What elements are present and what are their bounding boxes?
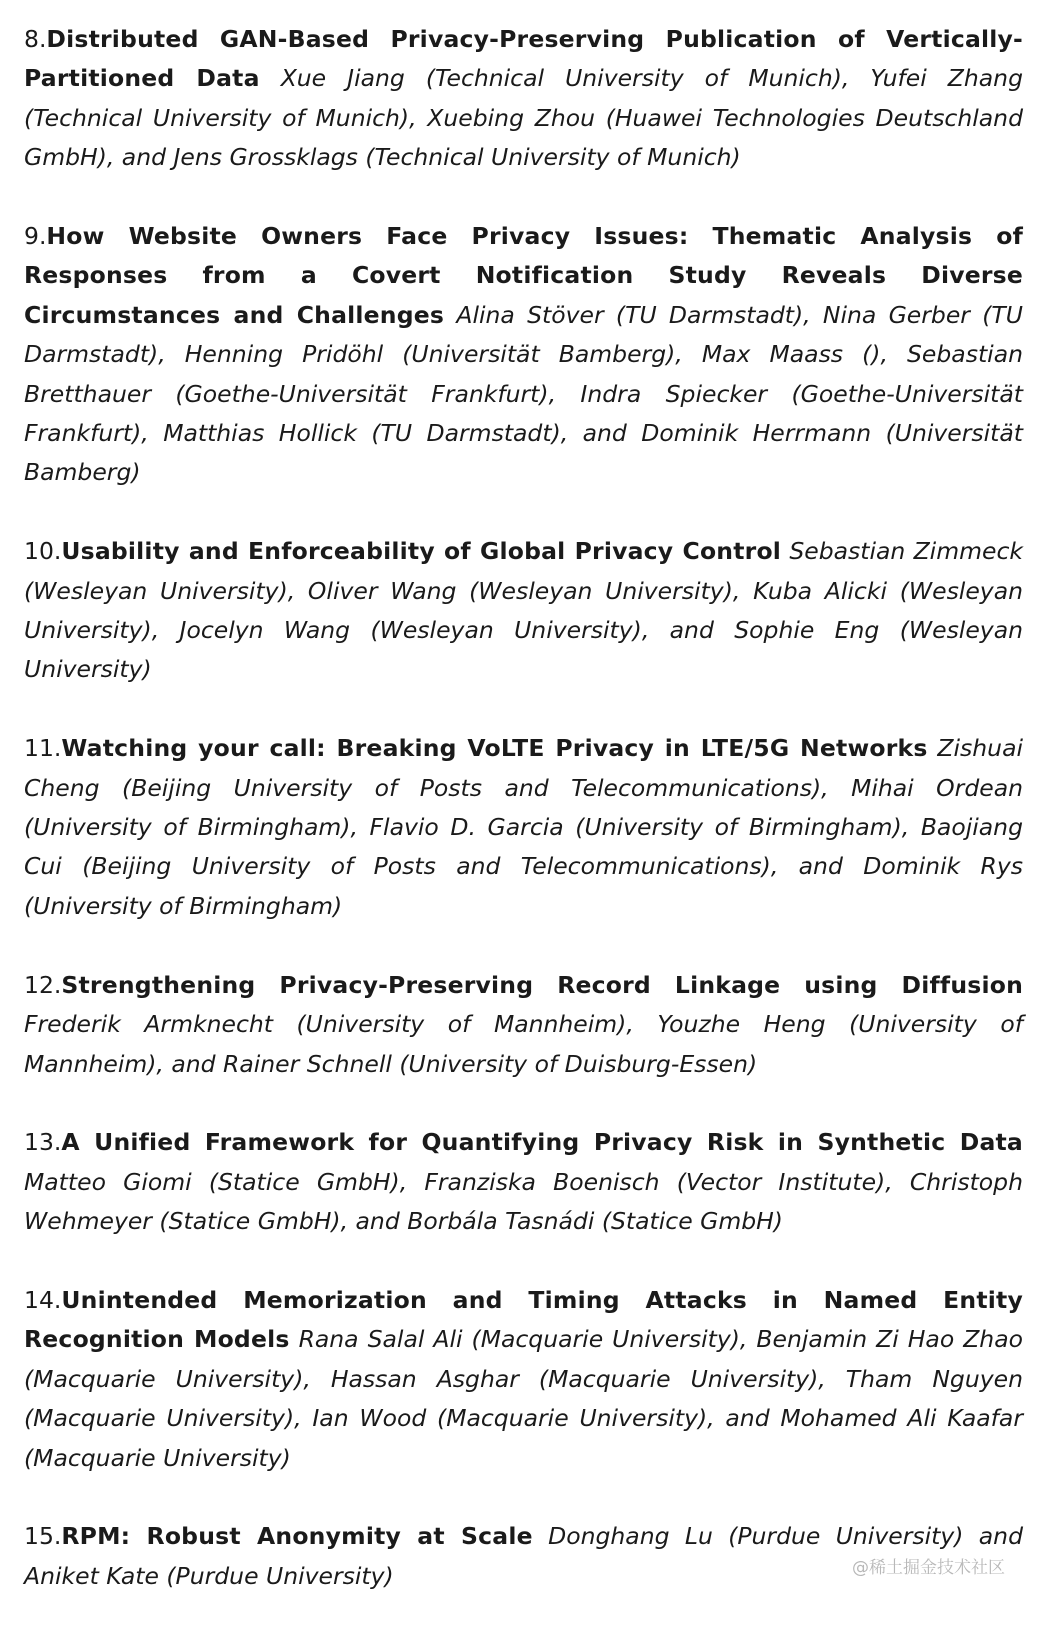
entry-number: 13. xyxy=(24,1128,62,1157)
watermark: @稀土掘金技术社区 xyxy=(852,1558,1005,1578)
paper-title: A Unified Framework for Quantifying Privacy Risk in Synthetic Data xyxy=(61,1128,1023,1157)
entry-number: 12. xyxy=(24,970,62,999)
paper-title: Strengthening Privacy-Preserving Record Linkage using Diffusion xyxy=(61,970,1023,999)
paper-authors: Zishuai Cheng (Beijing University of Posts and Telecommunications), Mihai Ordean (University of Birmingham), Flavio D. Garcia (University of Birmingham), Baojiang Cui (Beijing University of Posts and Telecommunications), and Dominik Rys (University of Birmingham) xyxy=(24,734,1023,920)
entry-number: 10. xyxy=(24,537,62,566)
entry-number: 8. xyxy=(24,25,47,53)
entry-number: 11. xyxy=(24,734,62,763)
paper-authors: Sebastian Zimmeck (Wesleyan University), Oliver Wang (Wesleyan University), Kuba Alicki (Wesleyan University), Jocelyn Wang (Wesleyan University), and Sophie Eng (Wesleyan University) xyxy=(24,537,1023,684)
paper-title: Watching your call: Breaking VoLTE Privacy in LTE/5G Networks xyxy=(61,734,928,763)
entry-number: 9. xyxy=(24,222,47,251)
paper-title: RPM: Robust Anonymity at Scale xyxy=(61,1522,533,1551)
paper-title: Unintended Memorization and Timing Attacks in Named Entity Recognition Models xyxy=(24,1285,1023,1354)
paper-entry-11 xyxy=(24,729,1023,926)
paper-title: Distributed GAN-Based Privacy-Preserving Publication of Vertically-Partitioned Data xyxy=(24,25,1023,93)
entry-number: 15. xyxy=(24,1522,62,1551)
paper-authors: Matteo Giomi (Statice GmbH), Franziska Boenisch (Vector Institute), Christoph Wehmeyer (Statice GmbH), and Borbála Tasnádi (Statice GmbH) xyxy=(24,1167,1023,1236)
paper-entry-8 xyxy=(24,20,1023,178)
paper-entry-9 xyxy=(24,217,1023,493)
paper-authors: Rana Salal Ali (Macquarie University), Benjamin Zi Hao Zhao (Macquarie University), Hassan Asghar (Macquarie University), Tham Nguyen (Macquarie University), Ian Wood (Macquarie University), and Mohamed Ali Kaafar (Macquarie University) xyxy=(24,1325,1023,1472)
paper-list xyxy=(24,20,1023,1636)
paper-entry-10 xyxy=(24,532,1023,690)
paper-authors: Donghang Lu (Purdue University) and Aniket Kate (Purdue University) xyxy=(24,1522,1023,1590)
paper-authors: Frederik Armknecht (University of Mannheim), Youzhe Heng (University of Mannheim), and Rainer Schnell (University of Duisburg-Essen) xyxy=(24,1010,1023,1078)
paper-authors: Xue Jiang (Technical University of Munich), Yufei Zhang (Technical University of Munich), Xuebing Zhou (Huawei Technologies Deutschland GmbH), and Jens Grossklags (Technical University of Munich) xyxy=(24,64,1023,172)
paper-entry-14 xyxy=(24,1281,1023,1478)
entry-number: 14. xyxy=(24,1285,62,1314)
paper-entry-12 xyxy=(24,966,1023,1084)
paper-title: How Website Owners Face Privacy Issues: Thematic Analysis of Responses from a Covert Notification Study Reveals Diverse Circumstances and Challenges xyxy=(24,222,1023,329)
paper-authors: Alina Stöver (TU Darmstadt), Nina Gerber (TU Darmstadt), Henning Pridöhl (Universität Bamberg), Max Maass (), Sebastian Bretthauer (Goethe-Universität Frankfurt), Indra Spiecker (Goethe-Universität Frankfurt), Matthias Hollick (TU Darmstadt), and Dominik Herrmann (Universität Bamberg) xyxy=(24,300,1023,487)
paper-title: Usability and Enforceability of Global Privacy Control xyxy=(61,537,782,566)
paper-entry-13 xyxy=(24,1123,1023,1241)
